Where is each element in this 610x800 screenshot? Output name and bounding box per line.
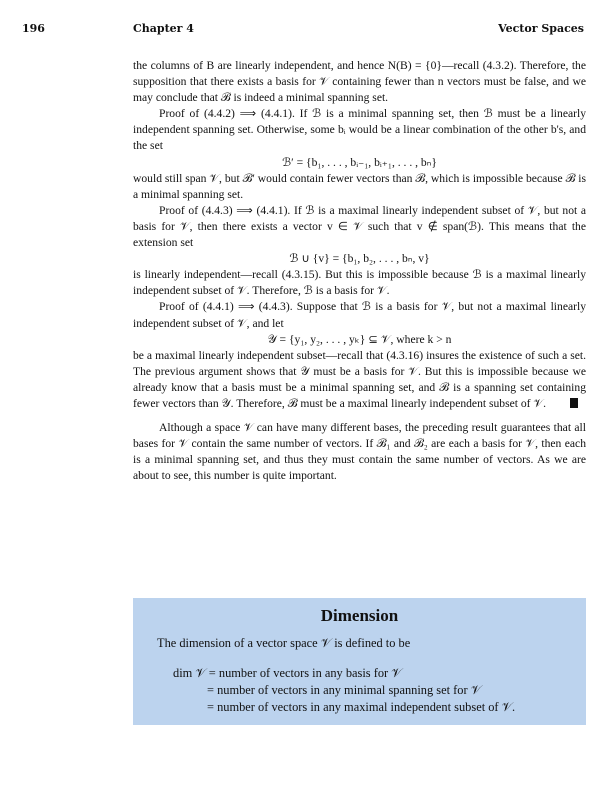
chapter-label: Chapter 4 [133, 22, 194, 35]
running-header [22, 22, 584, 38]
definition-line-3: = number of vectors in any maximal independent subset of 𝒱. [207, 700, 516, 714]
equation-y-set: 𝒴 = {y₁, y₂, . . . , yₖ} ⊆ 𝒱, where k > n [267, 332, 452, 346]
proof-4-4-3: Proof of (4.4.3) ⟹ (4.4.1). If ℬ is a maximal linearly independent subset of 𝒱, but not a basis for 𝒱, then there exists a vector v ∈ 𝒱 such that v ∉ span(ℬ). This means that the extension set [133, 203, 586, 250]
page-body [133, 58, 586, 484]
definition-line-2: = number of vectors in any minimal spanning set for 𝒱 [207, 683, 482, 697]
paragraph-3: would still span 𝒱, but ℬ′ would contain fewer vectors than ℬ, which is impossible because ℬ is a minimal spanning set. [133, 171, 586, 201]
paragraph-8: Although a space 𝒱 can have many different bases, the preceding result guarantees that all bases for 𝒱 contain the same number of vectors. If ℬ₁ and ℬ₂ are each a basis for 𝒱, then each is a minimal spanning set, and thus they must contain the same number of vectors. As we are about to see, this number is quite important. [133, 421, 586, 483]
proof-4-4-2: Proof of (4.4.2) ⟹ (4.4.1). If ℬ is a minimal spanning set, then ℬ must be a linearly independent spanning set. Otherwise, some bᵢ would be a linear combination of the other b's, and the set [133, 107, 586, 153]
paragraph-1: the columns of B are linearly independent, and hence N(B) = {0}—recall (4.3.2). Therefore, the supposition that there exists a basis for 𝒱 containing fewer than n vectors must be false, and we may conclude that ℬ is indeed a minimal spanning set. [133, 59, 586, 105]
spacer [133, 412, 586, 420]
paragraph-7 [133, 348, 586, 412]
dimension-definition [173, 665, 515, 716]
dimension-definition-box [133, 598, 586, 725]
equation-b-prime: ℬ′ = {b₁, . . . , bᵢ₋₁, bᵢ₊₁, . . . , bₙ} [282, 155, 437, 169]
equation-extension-set: ℬ ∪ {v} = {b₁, b₂, . . . , bₙ, v} [289, 252, 430, 266]
box-title: Dimension [320, 606, 399, 625]
paragraph-5: is linearly independent—recall (4.3.15). But this is impossible because ℬ is a maximal linearly independent subset of 𝒱. Therefore, ℬ is a basis for 𝒱. [133, 268, 586, 298]
section-title: Vector Spaces [498, 22, 584, 35]
box-intro: The dimension of a vector space 𝒱 is defined to be [157, 636, 411, 650]
end-of-proof-icon [570, 398, 578, 408]
definition-line-1: dim 𝒱 = number of vectors in any basis for 𝒱 [173, 666, 402, 680]
proof-4-4-1: Proof of (4.4.1) ⟹ (4.4.3). Suppose that ℬ is a basis for 𝒱, but not a maximal linearly independent subset of 𝒱, and let [133, 300, 586, 330]
page-number: 196 [22, 22, 45, 35]
paragraph-7-text: be a maximal linearly independent subset—recall that (4.3.16) insures the existence of such a set. The previous argument shows that 𝒴 must be a basis for 𝒱. But this is impossible because we already know that a basis must be a minimal spanning set, and ℬ is a spanning set containing fewer vectors than 𝒴. Therefore, ℬ must be a maximal linearly independent subset of 𝒱. [133, 348, 586, 410]
